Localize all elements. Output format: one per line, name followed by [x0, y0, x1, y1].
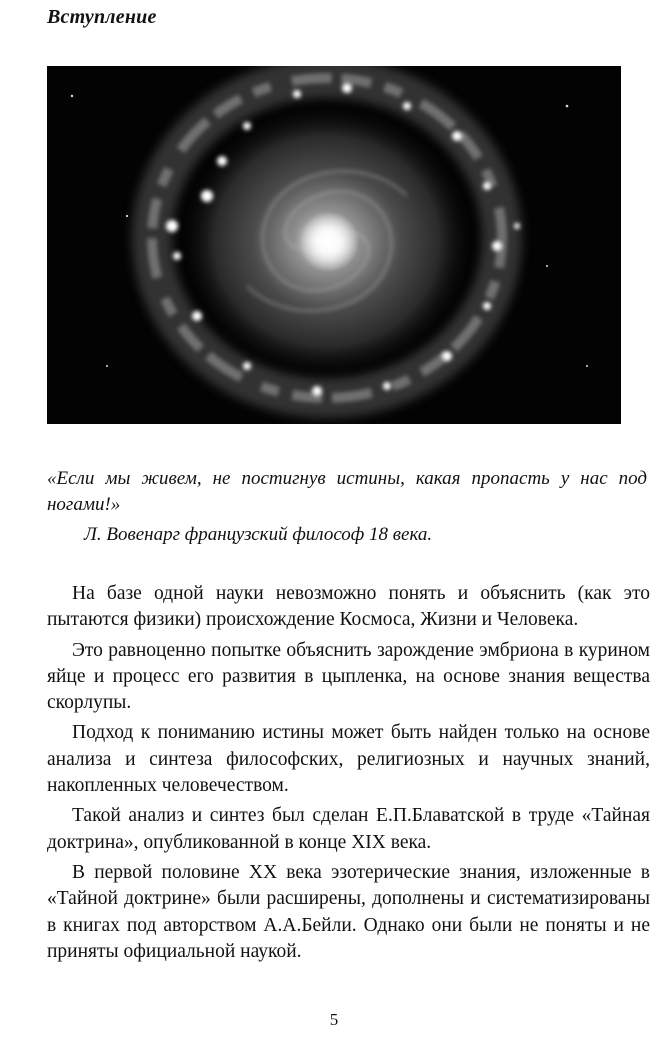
paragraph: В первой половине XX века эзотерические знания, изложенные в «Тайной доктрине» были расширены, дополнены и систематизированы в книгах под авторством А.А.Бейли. Однако они были не поняты и не приняты официальной наукой. — [47, 861, 650, 962]
paragraph: На базе одной науки невозможно понять и объяснить (как это пытаются физики) происхождение Космоса, Жизни и Человека. — [47, 583, 650, 631]
paragraph: Такой анализ и синтез был сделан Е.П.Блаватской в труде «Тайная доктрина», опубликованной в конце XIX века. — [47, 805, 650, 853]
epigraph-author: Л. Вовенарг французский философ 18 века. — [84, 524, 433, 545]
paragraph: Подход к пониманию истины может быть найден только на основе анализа и синтеза философских, религиозных и научных знаний, накопленных человечеством. — [47, 722, 650, 797]
galaxy-image — [47, 66, 621, 424]
galaxy-photo — [47, 66, 621, 424]
section-heading: Вступление — [47, 6, 157, 28]
body-text — [47, 581, 650, 969]
paragraph: Это равноценно попытке объяснить зарождение эмбриона в курином яйце и процесс его развития в цыпленка, на основе знания вещества скорлупы. — [47, 639, 650, 714]
page-number: 5 — [329, 1010, 339, 1029]
epigraph — [47, 466, 647, 548]
epigraph-quote: «Если мы живем, не постигнув истины, какая пропасть у нас под ногами!» — [47, 468, 647, 515]
